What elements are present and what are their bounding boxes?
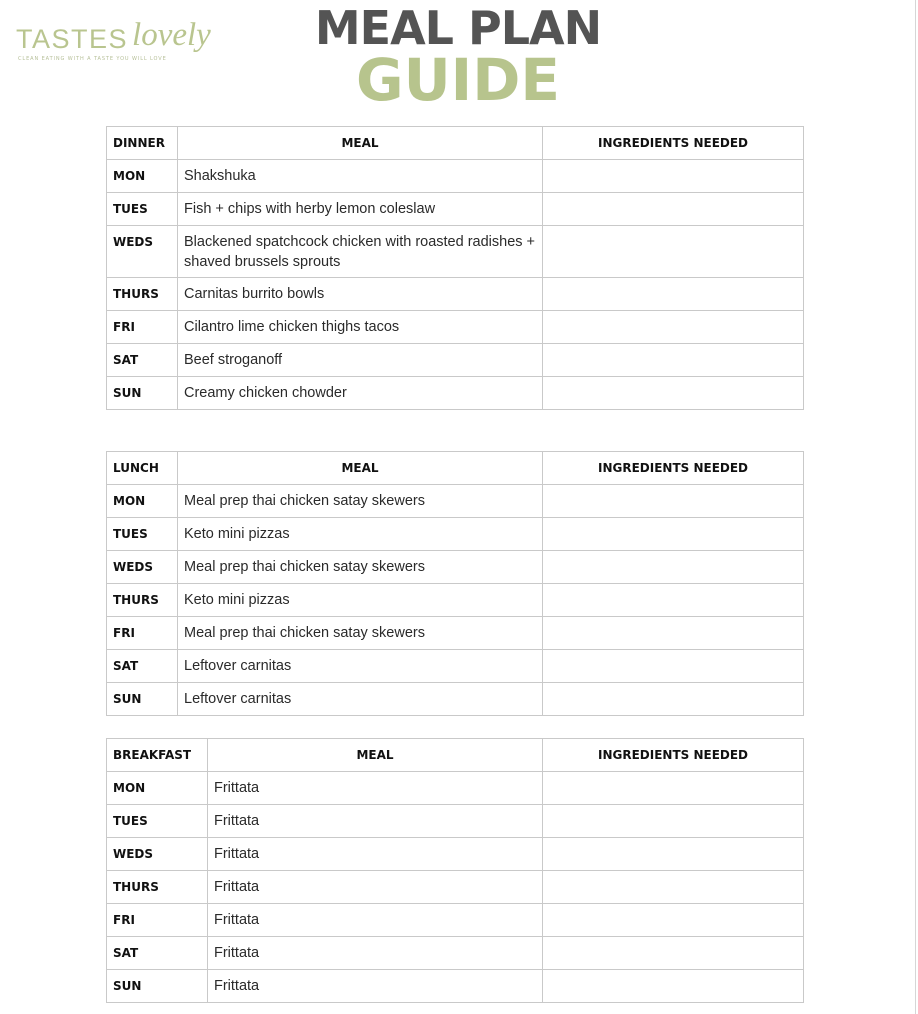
day-cell: THURS (107, 871, 208, 904)
dinner-header: DINNER (107, 127, 178, 160)
day-cell: WEDS (107, 226, 178, 278)
table-header-row (107, 739, 804, 772)
ingredients-cell[interactable] (543, 617, 804, 650)
meal-cell: Frittata (208, 937, 543, 970)
day-cell: SAT (107, 650, 178, 683)
ingredients-cell[interactable] (543, 970, 804, 1003)
day-cell: TUES (107, 193, 178, 226)
ingredients-cell[interactable] (543, 160, 804, 193)
table-row (107, 970, 804, 1003)
meal-cell: Frittata (208, 838, 543, 871)
meal-column-header: MEAL (178, 452, 543, 485)
dinner-table (106, 126, 804, 410)
meal-cell: Fish + chips with herby lemon coleslaw (178, 193, 543, 226)
table-row (107, 518, 804, 551)
table-row (107, 683, 804, 716)
meal-cell: Keto mini pizzas (178, 518, 543, 551)
day-cell: SUN (107, 970, 208, 1003)
table-row (107, 904, 804, 937)
table-row (107, 937, 804, 970)
logo-tagline: CLEAN EATING WITH A TASTE YOU WILL LOVE (18, 56, 167, 62)
meal-column-header: MEAL (178, 127, 543, 160)
ingredients-column-header: INGREDIENTS NEEDED (543, 739, 804, 772)
day-cell: FRI (107, 617, 178, 650)
meal-cell: Frittata (208, 772, 543, 805)
meal-cell: Meal prep thai chicken satay skewers (178, 551, 543, 584)
day-cell: FRI (107, 311, 178, 344)
breakfast-table (106, 738, 804, 1003)
day-cell: MON (107, 485, 178, 518)
ingredients-column-header: INGREDIENTS NEEDED (543, 127, 804, 160)
meal-cell: Leftover carnitas (178, 683, 543, 716)
ingredients-cell[interactable] (543, 485, 804, 518)
table-header-row (107, 452, 804, 485)
ingredients-cell[interactable] (543, 772, 804, 805)
meal-cell: Meal prep thai chicken satay skewers (178, 485, 543, 518)
meal-cell: Frittata (208, 805, 543, 838)
meal-cell: Shakshuka (178, 160, 543, 193)
meal-cell: Keto mini pizzas (178, 584, 543, 617)
ingredients-cell[interactable] (543, 650, 804, 683)
day-cell: TUES (107, 805, 208, 838)
meal-cell: Frittata (208, 904, 543, 937)
meal-cell: Cilantro lime chicken thighs tacos (178, 311, 543, 344)
table-row (107, 278, 804, 311)
table-row (107, 551, 804, 584)
ingredients-cell[interactable] (543, 377, 804, 410)
day-cell: THURS (107, 278, 178, 311)
table-row (107, 838, 804, 871)
table-row (107, 160, 804, 193)
day-cell: SUN (107, 683, 178, 716)
meal-cell: Beef stroganoff (178, 344, 543, 377)
meal-cell: Carnitas burrito bowls (178, 278, 543, 311)
day-cell: TUES (107, 518, 178, 551)
ingredients-cell[interactable] (543, 278, 804, 311)
table-row (107, 617, 804, 650)
meal-column-header: MEAL (208, 739, 543, 772)
table-row (107, 584, 804, 617)
day-cell: MON (107, 160, 178, 193)
ingredients-cell[interactable] (543, 805, 804, 838)
ingredients-cell[interactable] (543, 518, 804, 551)
logo-wordmark (16, 17, 216, 57)
day-cell: THURS (107, 584, 178, 617)
ingredients-cell[interactable] (543, 904, 804, 937)
logo-script: lovely (132, 17, 211, 53)
table-row (107, 344, 804, 377)
ingredients-cell[interactable] (543, 584, 804, 617)
ingredients-cell[interactable] (543, 344, 804, 377)
table-row (107, 772, 804, 805)
table-row (107, 377, 804, 410)
ingredients-cell[interactable] (543, 551, 804, 584)
lunch-table (106, 451, 804, 716)
day-cell: SUN (107, 377, 178, 410)
table-header-row (107, 127, 804, 160)
ingredients-cell[interactable] (543, 311, 804, 344)
table-row (107, 226, 804, 278)
table-row (107, 871, 804, 904)
day-cell: WEDS (107, 838, 208, 871)
table-row (107, 193, 804, 226)
ingredients-cell[interactable] (543, 838, 804, 871)
table-row (107, 485, 804, 518)
page-edge-rule (915, 0, 916, 1014)
meal-cell: Frittata (208, 871, 543, 904)
day-cell: FRI (107, 904, 208, 937)
day-cell: SAT (107, 344, 178, 377)
day-cell: WEDS (107, 551, 178, 584)
meal-cell: Frittata (208, 970, 543, 1003)
page-title-line-1: MEAL PLAN (314, 1, 602, 55)
ingredients-cell[interactable] (543, 683, 804, 716)
meal-cell: Blackened spatchcock chicken with roasted radishes + shaved brussels sprouts (178, 226, 543, 278)
breakfast-header: BREAKFAST (107, 739, 208, 772)
day-cell: SAT (107, 937, 208, 970)
meal-cell: Leftover carnitas (178, 650, 543, 683)
lunch-header: LUNCH (107, 452, 178, 485)
ingredients-cell[interactable] (543, 937, 804, 970)
meal-cell: Meal prep thai chicken satay skewers (178, 617, 543, 650)
page-title-line-2: GUIDE (355, 46, 561, 114)
ingredients-cell[interactable] (543, 871, 804, 904)
meal-cell: Creamy chicken chowder (178, 377, 543, 410)
day-cell: MON (107, 772, 208, 805)
brand-logo (16, 17, 216, 62)
table-row (107, 650, 804, 683)
table-row (107, 805, 804, 838)
logo-word: TASTES (16, 24, 129, 54)
ingredients-column-header: INGREDIENTS NEEDED (543, 452, 804, 485)
ingredients-cell[interactable] (543, 226, 804, 278)
ingredients-cell[interactable] (543, 193, 804, 226)
table-row (107, 311, 804, 344)
